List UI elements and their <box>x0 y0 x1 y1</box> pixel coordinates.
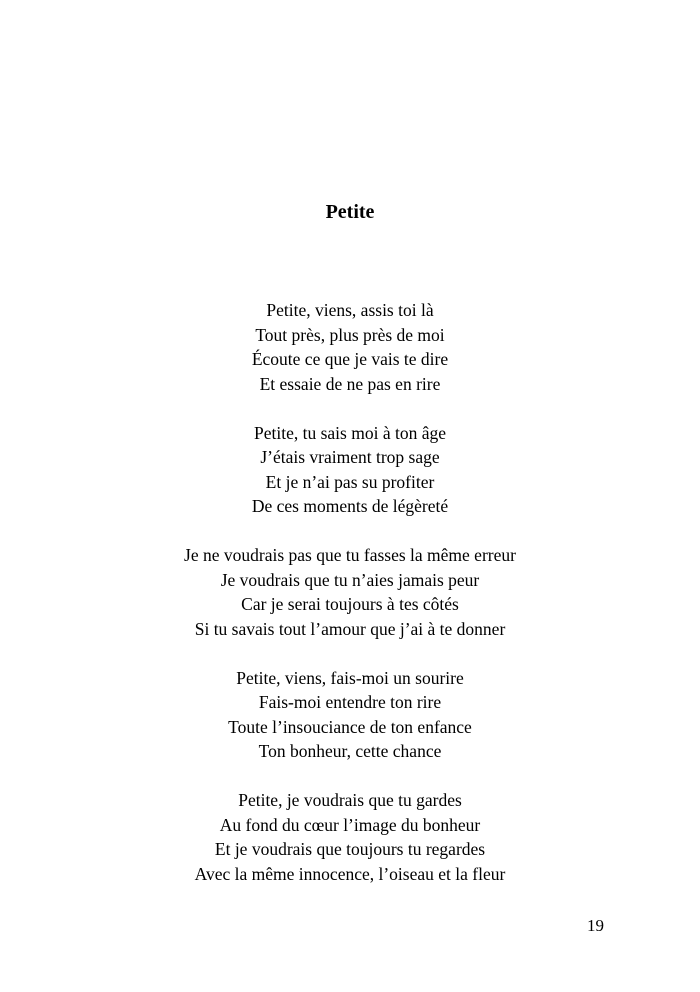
poem-line: Toute l’insouciance de ton enfance <box>228 716 472 737</box>
poem-line: Petite, viens, assis toi là <box>266 300 434 320</box>
stanza-5 <box>0 788 700 886</box>
poem-line: Petite, tu sais moi à ton âge <box>254 422 446 443</box>
stanza-2 <box>0 421 700 519</box>
poem-line: Tout près, plus près de moi <box>255 324 445 345</box>
poem-line: Au fond du cœur l’image du bonheur <box>219 814 481 835</box>
page-number: 19 <box>587 916 604 935</box>
poem-line: Fais-moi entendre ton rire <box>258 692 442 712</box>
poem-line: Petite, viens, fais-moi un sourire <box>236 667 464 688</box>
stanza-1 <box>0 298 700 396</box>
poem-line: De ces moments de légèreté <box>251 496 449 516</box>
stanza-3 <box>0 543 700 641</box>
poem-line: Et je voudrais que toujours tu regardes <box>214 839 486 859</box>
poem-line: Ton bonheur, cette chance <box>258 741 442 761</box>
poem-line: Petite, je voudrais que tu gardes <box>238 790 462 810</box>
poem-line: Avec la même innocence, l’oiseau et la fleur <box>194 863 506 884</box>
poem-title: Petite <box>325 201 375 223</box>
poem-line: Je ne voudrais pas que tu fasses la même erreur <box>184 545 516 565</box>
poem-line: Et je n’ai pas su profiter <box>265 471 435 492</box>
poem-line: J’étais vraiment trop sage <box>260 447 440 467</box>
poem-body <box>0 298 700 911</box>
poem-line: Car je serai toujours à tes côtés <box>241 594 459 614</box>
poem-line: Et essaie de ne pas en rire <box>259 373 441 394</box>
poem-line: Si tu savais tout l’amour que j’ai à te donner <box>194 618 506 639</box>
stanza-4 <box>0 666 700 764</box>
poem-line: Je voudrais que tu n’aies jamais peur <box>220 569 480 590</box>
poem-line: Écoute ce que je vais te dire <box>251 349 449 369</box>
